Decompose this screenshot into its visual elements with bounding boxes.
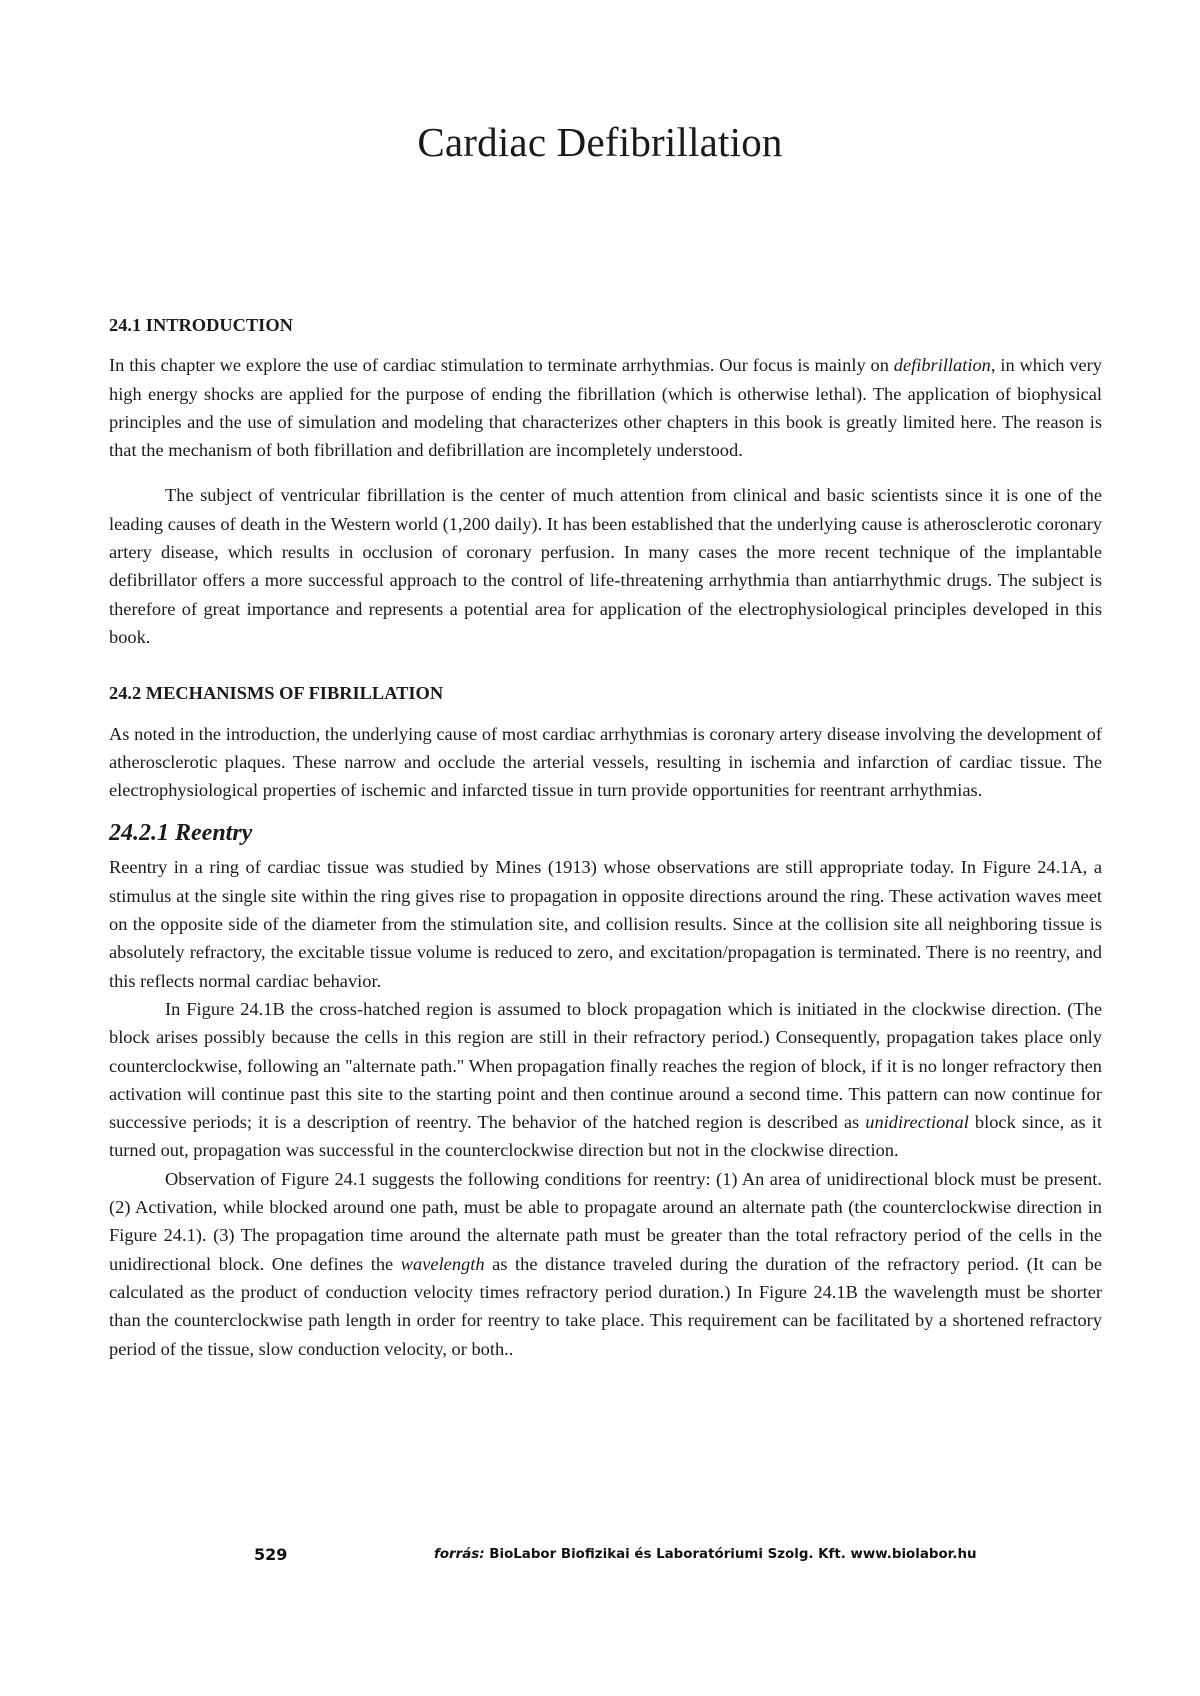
page-footer	[0, 1545, 1200, 1569]
text-run: block since, as it turned out, propagation was successful in the counterclockwise direction but not in the clockwise direction.	[109, 1112, 1102, 1161]
paragraph-reentry-2	[109, 995, 1102, 1165]
paragraph-reentry-1: Reentry in a ring of cardiac tissue was studied by Mines (1913) whose observations are still appropriate today. In Figure 24.1A, a stimulus at the single site within the ring gives rise to propagation in opposite directions around the ring. These activation waves meet on the opposite side of the diameter from the stimulation site, and collision results. Since at the collision site all neighboring tissue is absolutely refractory, the excitable tissue volume is reduced to zero, and excitation/propagation is terminated. There is no reentry, and this reflects normal cardiac behavior.	[109, 857, 1102, 991]
text-run: , in which very high energy shocks are applied for the purpose of ending the fibrillation (which is otherwise lethal). The application of biophysical principles and the use of simulation and modeling that characterizes other chapters in this book is greatly limited here. The reason is that the mechanism of both fibrillation and defibrillation are incompletely understood.	[109, 355, 1102, 461]
section-heading-introduction: 24.1 INTRODUCTION	[109, 315, 293, 335]
text-run: as the distance traveled during the duration of the refractory period. (It can be calculated as the product of conduction velocity times refractory period duration.) In Figure 24.1B the wavelength must be shorter than the counterclockwise path length in order for reentry to take place. This requirement can be facilitated by a shortened refractory period of the tissue, slow conduction velocity, or both..	[109, 1253, 1102, 1359]
source-text: BioLabor Biofizikai és Laboratóriumi Szolg. Kft. www.biolabor.hu	[484, 1547, 977, 1562]
subsection-heading-reentry: 24.2.1 Reentry	[109, 820, 253, 847]
page-title: Cardiac Defibrillation	[417, 119, 783, 165]
paragraph-intro-1	[109, 351, 1102, 464]
source-credit	[434, 1547, 977, 1562]
text-run: In this chapter we explore the use of cardiac stimulation to terminate arrhythmias. Our focus is mainly on	[109, 355, 894, 376]
emphasized-term: unidirectional	[865, 1112, 969, 1133]
text-run: Observation of Figure 24.1 suggests the following conditions for reentry: (1) An area of unidirectional block must be present. (2) Activation, while blocked around one path, must be able to propagate around an alternate path (the counterclockwise direction in Figure 24.1). (3) The propagation time around the alternate path must be greater than the total refractory period of the cells in the unidirectional block. One defines the	[109, 1168, 1102, 1274]
emphasized-term: defibrillation	[893, 355, 991, 376]
source-label: forrás:	[434, 1547, 485, 1562]
section-heading-mechanisms: 24.2 MECHANISMS OF FIBRILLATION	[109, 683, 444, 704]
page-number: 529	[254, 1545, 288, 1564]
paragraph-mechanisms-1: As noted in the introduction, the underlying cause of most cardiac arrhythmias is coronary artery disease involving the development of atherosclerotic plaques. These narrow and occlude the arterial vessels, resulting in ischemia and infarction of cardiac tissue. The electrophysiological properties of ischemic and infarcted tissue in turn provide opportunities for reentrant arrhythmias.	[109, 723, 1102, 801]
text-run: In Figure 24.1B the cross-hatched region is assumed to block propagation which is initiated in the clockwise direction. (The block arises possibly because the cells in this region are still in their refractory period.) Consequently, propagation takes place only counterclockwise, following an "alternate path." When propagation finally reaches the region of block, if it is no longer refractory then activation will continue past this site to the starting point and then continue around a second time. This pattern can now continue for successive periods; it is a description of reentry. The behavior of the hatched region is described as	[109, 998, 1102, 1133]
paragraph-reentry-3	[109, 1165, 1102, 1363]
paragraph-intro-2: The subject of ventricular fibrillation is the center of much attention from clinical and basic scientists since it is one of the leading causes of death in the Western world (1,200 daily). It has been established that the underlying cause is atherosclerotic coronary artery disease, which results in occlusion of coronary perfusion. In many cases the more recent technique of the implantable defibrillator offers a more successful approach to the control of life-threatening arrhythmia than antiarrhythmic drugs. The subject is therefore of great importance and represents a potential area for application of the electrophysiological principles developed in this book.	[109, 485, 1102, 647]
emphasized-term: wavelength	[400, 1253, 485, 1274]
main-content	[109, 311, 1102, 1363]
